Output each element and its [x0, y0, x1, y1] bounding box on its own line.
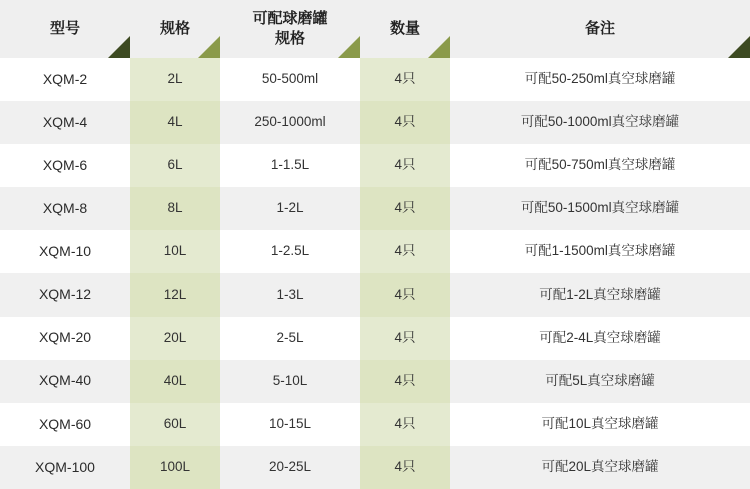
cell-jar: 250-1000ml	[220, 101, 360, 144]
table-row	[0, 187, 750, 230]
cell-spec: 4L	[130, 101, 220, 144]
column-header-model-label: 型号	[49, 19, 80, 37]
cell-quantity: 4只	[360, 144, 450, 187]
cell-model: XQM-4	[0, 101, 130, 144]
corner-triangle-icon	[428, 36, 450, 58]
cell-jar: 20-25L	[220, 446, 360, 489]
cell-spec: 20L	[130, 317, 220, 360]
cell-quantity: 4只	[360, 403, 450, 446]
cell-quantity: 4只	[360, 360, 450, 403]
corner-triangle-icon	[198, 36, 220, 58]
table-row	[0, 144, 750, 187]
cell-note: 可配50-750ml真空球磨罐	[450, 144, 750, 187]
cell-note: 可配20L真空球磨罐	[450, 446, 750, 489]
column-header-quantity	[360, 0, 450, 58]
cell-jar: 1-1.5L	[220, 144, 360, 187]
cell-model: XQM-10	[0, 230, 130, 273]
cell-note: 可配10L真空球磨罐	[450, 403, 750, 446]
corner-triangle-icon	[728, 36, 750, 58]
column-header-jar-label-line2: 规格	[274, 30, 305, 47]
cell-jar: 2-5L	[220, 317, 360, 360]
cell-quantity: 4只	[360, 273, 450, 316]
table-body	[0, 58, 750, 489]
cell-model: XQM-6	[0, 144, 130, 187]
cell-model: XQM-20	[0, 317, 130, 360]
cell-model: XQM-12	[0, 273, 130, 316]
cell-note: 可配50-1000ml真空球磨罐	[450, 101, 750, 144]
table-row	[0, 230, 750, 273]
table-row	[0, 360, 750, 403]
table-row	[0, 58, 750, 101]
column-header-note	[450, 0, 750, 58]
cell-jar: 10-15L	[220, 403, 360, 446]
cell-note: 可配50-250ml真空球磨罐	[450, 58, 750, 101]
cell-spec: 100L	[130, 446, 220, 489]
cell-jar: 1-2.5L	[220, 230, 360, 273]
cell-note: 可配5L真空球磨罐	[450, 360, 750, 403]
corner-triangle-icon	[338, 36, 360, 58]
column-header-jar	[220, 0, 360, 58]
cell-spec: 2L	[130, 58, 220, 101]
cell-spec: 8L	[130, 187, 220, 230]
cell-spec: 10L	[130, 230, 220, 273]
table-header-row	[0, 0, 750, 58]
column-header-model	[0, 0, 130, 58]
cell-jar: 1-3L	[220, 273, 360, 316]
cell-quantity: 4只	[360, 317, 450, 360]
cell-spec: 12L	[130, 273, 220, 316]
table-row	[0, 273, 750, 316]
cell-note: 可配1-1500ml真空球磨罐	[450, 230, 750, 273]
column-header-quantity-label: 数量	[389, 19, 420, 37]
corner-triangle-icon	[108, 36, 130, 58]
cell-spec: 40L	[130, 360, 220, 403]
cell-quantity: 4只	[360, 446, 450, 489]
cell-jar: 50-500ml	[220, 58, 360, 101]
cell-note: 可配2-4L真空球磨罐	[450, 317, 750, 360]
cell-quantity: 4只	[360, 58, 450, 101]
table-row	[0, 403, 750, 446]
table-header	[0, 0, 750, 58]
cell-spec: 6L	[130, 144, 220, 187]
column-header-spec-label: 规格	[159, 19, 190, 37]
table-row	[0, 317, 750, 360]
cell-model: XQM-60	[0, 403, 130, 446]
cell-jar: 5-10L	[220, 360, 360, 403]
column-header-note-label: 备注	[584, 19, 615, 37]
table-row	[0, 101, 750, 144]
cell-note: 可配1-2L真空球磨罐	[450, 273, 750, 316]
column-header-spec	[130, 0, 220, 58]
cell-spec: 60L	[130, 403, 220, 446]
table-row	[0, 446, 750, 489]
cell-model: XQM-8	[0, 187, 130, 230]
cell-jar: 1-2L	[220, 187, 360, 230]
cell-quantity: 4只	[360, 101, 450, 144]
cell-model: XQM-40	[0, 360, 130, 403]
cell-quantity: 4只	[360, 187, 450, 230]
cell-model: XQM-2	[0, 58, 130, 101]
cell-quantity: 4只	[360, 230, 450, 273]
cell-note: 可配50-1500ml真空球磨罐	[450, 187, 750, 230]
column-header-jar-label-line1: 可配球磨罐	[252, 9, 328, 27]
cell-model: XQM-100	[0, 446, 130, 489]
